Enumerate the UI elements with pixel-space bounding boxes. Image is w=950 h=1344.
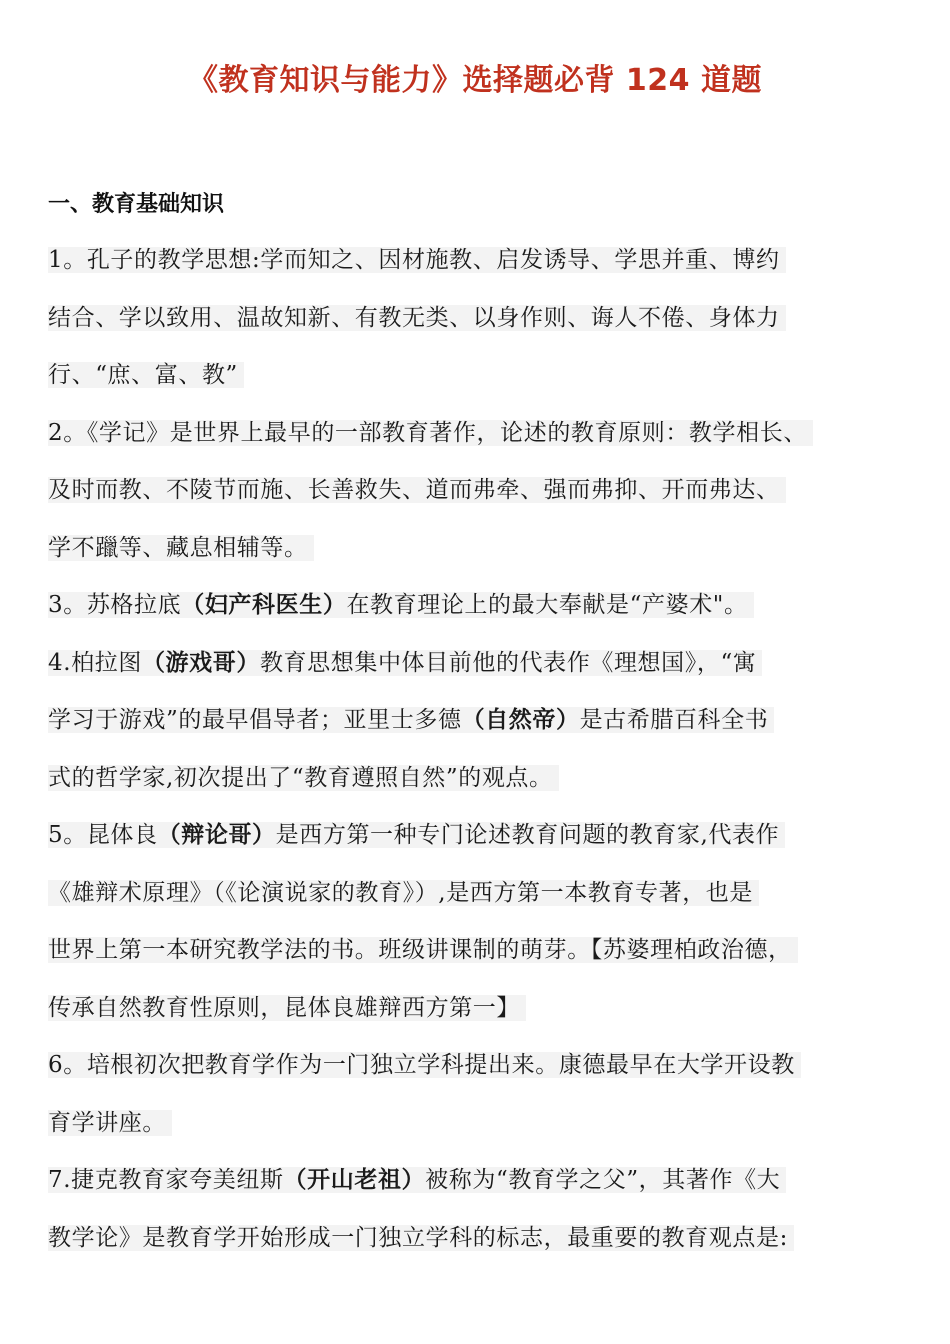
bold-nickname: （开山老祖） (283, 1167, 426, 1193)
text-run: 世界上第一本研究教学法的书。班级讲课制的萌芽。【苏婆理柏政治德， (48, 937, 798, 963)
text-run-group (48, 1167, 786, 1193)
document-body (48, 232, 918, 1267)
text-run: 《雄辩术原理》（《论演说家的教育》）,是西方第一本教育专著，也是 (48, 880, 759, 906)
text-line (48, 1095, 918, 1153)
text-line (48, 980, 918, 1038)
text-line (48, 290, 918, 348)
text-run: 是西方第一种专门论述教育问题的教育家,代表作 (275, 822, 780, 848)
bold-nickname: （妇产科医生） (181, 592, 347, 618)
text-run: 教学论》是教育学开始形成一门独立学科的标志，最重要的教育观点是: (48, 1225, 794, 1251)
text-run: 3。苏格拉底 (48, 592, 182, 618)
text-run: 学习于游戏”的最早倡导者；亚里士多德 (48, 707, 462, 733)
text-line (48, 347, 918, 405)
text-run: 教育思想集中体目前他的代表作《理想国》，“寓 (259, 649, 757, 676)
list-item (48, 1152, 918, 1267)
text-line (48, 865, 918, 923)
text-run: 1。孔子的教学思想:学而知之、因材施教、启发诱导、学思并重、博约 (48, 247, 786, 273)
text-run: 在教育理论上的最大奉献是“产婆术"。 (346, 592, 748, 618)
text-run: 5。昆体良 (48, 822, 158, 848)
text-run-group (48, 592, 754, 618)
text-run: 被称为“教育学之父”，其著作《大 (425, 1167, 781, 1193)
list-item (48, 405, 918, 578)
text-run: 育学讲座。 (48, 1110, 172, 1136)
section-heading: 一、教育基础知识 (48, 192, 225, 217)
text-line (48, 922, 918, 980)
list-item (48, 807, 918, 1037)
bold-nickname: （辩论哥） (157, 822, 276, 848)
bold-nickname: （自然帝） (461, 707, 580, 733)
list-item (48, 1037, 918, 1152)
list-item (48, 577, 918, 635)
text-line (48, 807, 918, 865)
text-run-group (48, 707, 774, 733)
list-item (48, 232, 918, 405)
page-title: 《教育知识与能力》选择题必背 124 道题 (187, 63, 762, 98)
text-line (48, 635, 918, 693)
text-line (48, 692, 918, 750)
text-run: 传承自然教育性原则，昆体良雄辩西方第一】 (48, 995, 526, 1021)
text-line (48, 750, 918, 808)
text-run: 6。培根初次把教育学作为一门独立学科提出来。康德最早在大学开设教 (48, 1052, 801, 1078)
list-item (48, 635, 918, 808)
text-run-group (48, 650, 762, 676)
text-run: 4.柏拉图 (48, 649, 142, 676)
text-line (48, 462, 918, 520)
text-run: 及时而教、不陵节而施、长善救失、道而弗牵、强而弗抑、开而弗达、 (48, 477, 786, 503)
text-line (48, 1152, 918, 1210)
text-line (48, 520, 918, 578)
text-run: 7.捷克教育家夸美纽斯 (48, 1167, 284, 1193)
text-run: 式的哲学家,初次提出了“教育遵照自然”的观点。 (48, 765, 559, 791)
text-line (48, 405, 918, 463)
text-run: 学不躐等、藏息相辅等。 (48, 535, 314, 561)
text-run: 2。《学记》是世界上最早的一部教育著作，论述的教育原则：教学相长、 (48, 420, 813, 446)
text-line (48, 232, 918, 290)
text-run: 是古希腊百科全书 (579, 707, 769, 733)
bold-nickname: （游戏哥） (141, 649, 260, 676)
text-run: 行、“庶、富、教” (48, 362, 244, 388)
text-line (48, 577, 918, 635)
text-line (48, 1037, 918, 1095)
text-line (48, 1210, 918, 1268)
text-run-group (48, 822, 785, 848)
text-run: 结合、学以致用、温故知新、有教无类、以身作则、诲人不倦、身体力 (48, 305, 786, 331)
